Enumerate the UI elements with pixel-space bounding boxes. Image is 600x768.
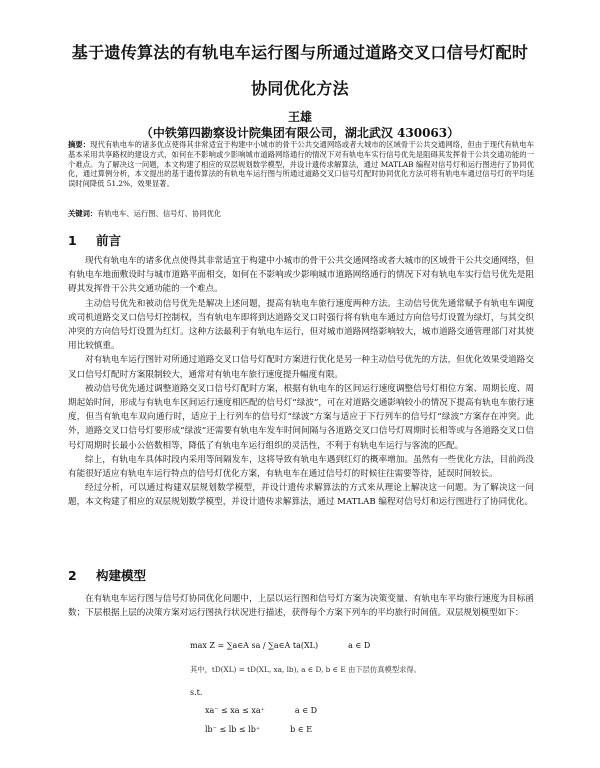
author-affiliation: （中铁第四勘察设计院集团有限公司，湖北武汉 430063）: [140, 126, 460, 140]
section-number: 2: [68, 568, 77, 583]
paragraph: 对有轨电车运行图针对所通过道路交叉口信号灯配时方案进行优化是另一种主动信号优先的方法，但优化效果受道路交叉口信号灯配时方案限制较大，通常对有轨电车旅行速度提升幅度有限。: [68, 355, 534, 380]
paper-title-line-2: 协同优化方法: [251, 79, 349, 98]
section-1-body: [68, 254, 534, 510]
section-heading-1: [68, 231, 121, 249]
constraint-condition: b ∈ E: [290, 725, 313, 734]
constraint-2: [205, 725, 312, 734]
abstract-label: 摘要：: [68, 140, 91, 149]
paper-title-line-1: 基于遗传算法的有轨电车运行图与所通过道路交叉口信号灯配时: [71, 43, 529, 62]
section-2-body: [68, 592, 534, 620]
author-name: 王雄: [287, 110, 312, 124]
constraint-expression: lb⁻ ≤ lb ≤ lb⁺: [205, 725, 261, 734]
keywords-label: 关键词：: [68, 209, 98, 218]
objective-formula: [190, 641, 370, 650]
paragraph: 主动信号优先和被动信号优先是解决上述问题，提高有轨电车旅行速度两种方法。主动信号优先通常赋予有轨电车调度或司机道路交叉口信号灯控制权，当有轨电车即将到达道路交叉口时强行将有轨电车通过方向信号灯设置为绿灯，与其交织冲突的方向信号灯设置为红灯。这种方法最利于有轨电车运行，但对城市道路网络影响较大，城市道路交通管理部门对其使用比较慎重。: [68, 298, 534, 352]
keywords-text: 有轨电车、运行图、信号灯、协同优化: [97, 209, 222, 218]
abstract-text: 现代有轨电车的诸多优点使得其非常适宜于构建中小城市的骨干公共交通网络或者大城市的区域骨干公共交通网络，但由于现代有轨电车基本采用共享路权的建设方式，如何在不影响或少影响城市道路网络通行的情况下对有轨电车实行信号优先是阻碍其发挥骨干公共交通功能的一个难点。为了解决这一问题，本文构建了相应的双层规划数学模型，并设计遗传求解算法，通过 MATLAB 编程对信号灯和运行图进行了协同优化，通过算例分析，本文提出的基于遗传算法的有轨电车运行图与所通过道路交叉口信号灯配时协同优化方法可将有轨电车通过信号灯的平均延误时间降低 51.2%，效果显著。: [68, 140, 535, 189]
section-heading-2: [68, 566, 146, 584]
constraint-1: [205, 706, 317, 715]
paragraph: 经过分析，可以通过构建双层规划数学模型，并设计遗传求解算法的方式来从理论上解决这一问题。为了解决这一问题，本文构建了相应的双层规划数学模型，并设计遗传求解算法，通过 MATLAB 编程对信号灯和运行图进行了协同优化。: [68, 483, 534, 508]
objective-condition: a ∈ D: [348, 641, 371, 650]
formula-where-clause: 其中，tD(XL) = tD(XL, xa, lb), a ∈ D, b ∈ E 由下层仿真模型求得。: [190, 665, 422, 674]
section-title: 构建模型: [96, 568, 147, 583]
keywords: [68, 209, 534, 219]
section-title: 前言: [96, 233, 122, 248]
paragraph: 在有轨电车运行图与信号灯协同优化问题中，上层以运行图和信号灯方案为决策变量、有轨电车平均旅行速度为目标函数；下层根据上层的决策方案对运行图执行状况进行描述，获得每个方案下列车的平均旅行时间值。双层规划模型如下：: [68, 594, 534, 619]
objective-expression: max Z = ∑a∈A sa / ∑a∈A ta(XL): [190, 641, 319, 650]
abstract: [68, 140, 534, 189]
section-number: 1: [68, 233, 77, 248]
paragraph: 被动信号优先通过调整道路交叉口信号灯配时方案，根据有轨电车的区间运行速度调整信号灯相位方案、周期长度、周期起始时间，形成与有轨电车区间运行速度相匹配的信号灯“绿波”，可在对道路交通影响较小的情况下提高有轨电车旅行速度，但当有轨电车双向通行时，适应于上行列车的信号灯“绿波”方案与适应于下行列车的信号灯“绿波”方案存在冲突。此外，道路交叉口信号灯要形成“绿波”还需要有轨电车发车时间间隔与各道路交叉口信号灯周期时长相等或与各道路交叉口信号灯周期时长最小公倍数相等，降低了有轨电车运行组织的灵活性，不利于有轨电车运行与客流的匹配。: [68, 383, 534, 451]
subject-to-label: s.t.: [190, 688, 203, 697]
paragraph: 综上，有轨电车具体时段内采用等间隔发车，这将导致有轨电车遇到红灯的概率增加。虽然有一些优化方法，目前尚没有能很好适应有轨电车运行特点的信号灯优化方案，有轨电车在通过信号灯的时候往往需要等待，延误时间较长。: [68, 454, 534, 480]
constraint-expression: xa⁻ ≤ xa ≤ xa⁺: [205, 706, 265, 715]
constraint-condition: a ∈ D: [294, 706, 318, 715]
paragraph: 现代有轨电车的诸多优点使得其非常适宜于构建中小城市的骨干公共交通网络或者大城市的区域骨干公共交通网络，但有轨电车地面敷设时与城市道路平面相交，如何在不影响或少影响城市道路网络通行的情况下对有轨电车实行信号优先是阻碍其发挥骨干公共交通功能的一个难点。: [68, 256, 534, 295]
